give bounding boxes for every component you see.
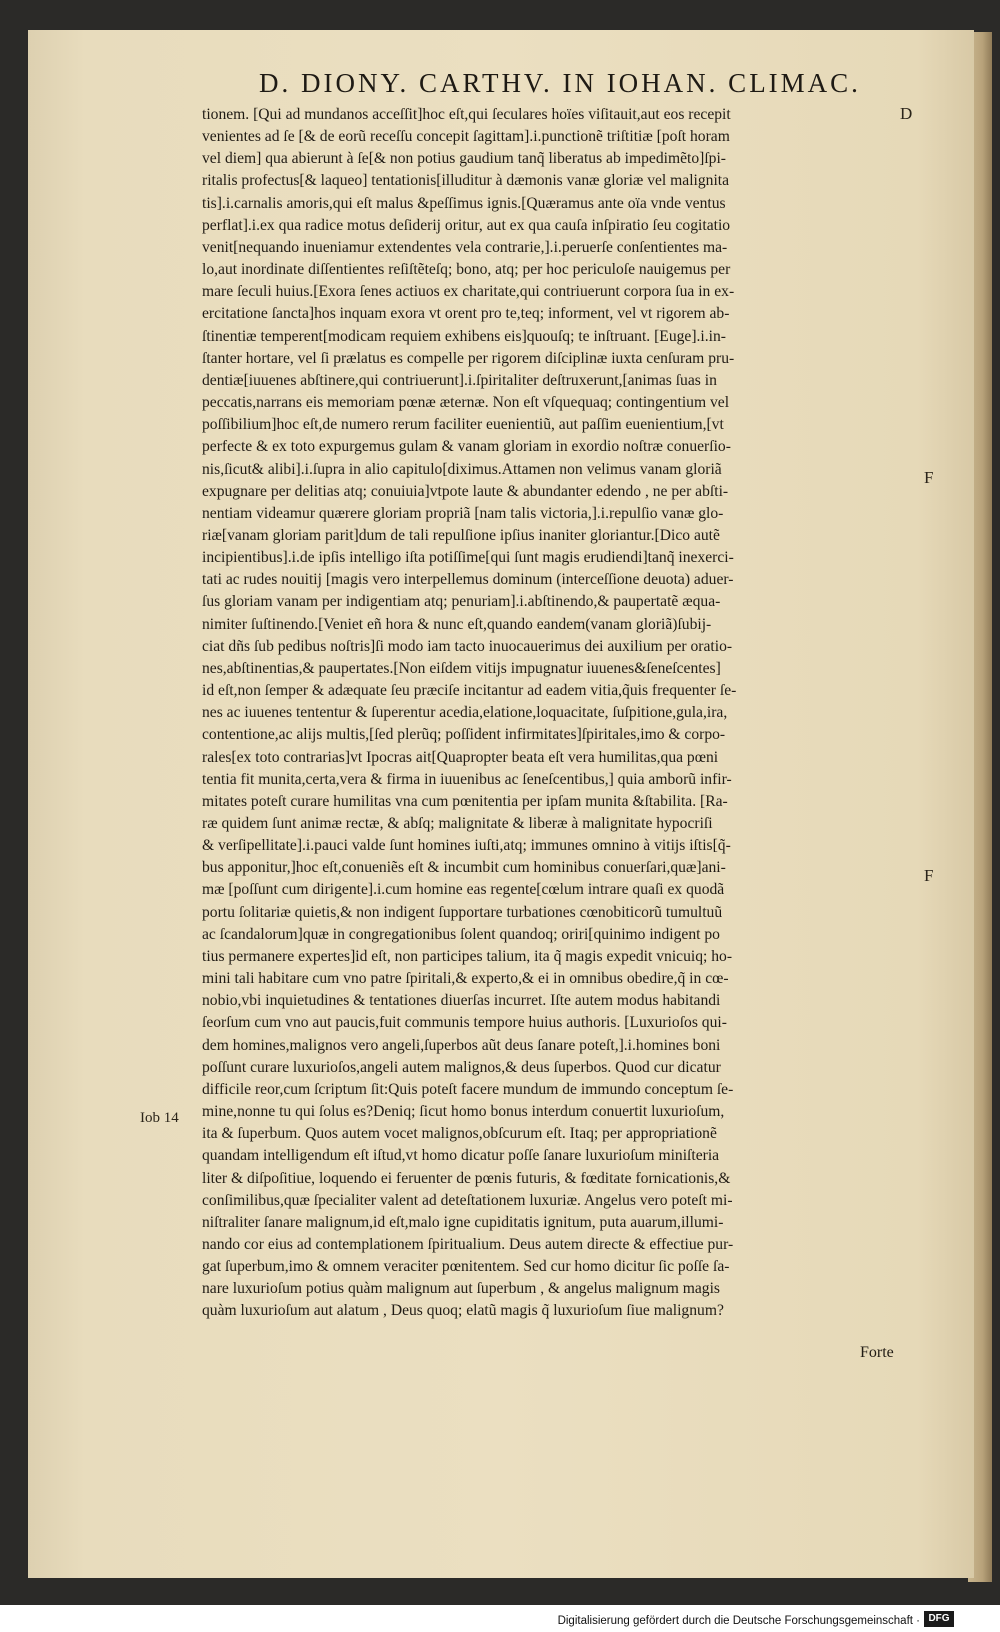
text-line: mare ſeculi huius.[Exora ſenes actiuos ex charitate,qui contriuerunt corpora ſua in ex- xyxy=(202,283,735,301)
body-text xyxy=(202,104,918,1323)
text-line: nis,ſicut& alibi].i.ſupra in alio capitulo[diximus.Attamen non velimus vanam gloriã xyxy=(202,460,722,478)
text-line: quàm luxurioſum aut alatum , Deus quoq; elatũ magis q̃ luxurioſum ſiue malignum? xyxy=(202,1302,724,1320)
text-line: id eſt,non ſemper & adæquate ſeu præciſe incitantur ad eadem vitia,q̃uis frequenter ſe- xyxy=(202,682,737,700)
text-line: vel diem] qua abierunt à ſe[& non potius gaudium tanq̃ liberatus ab impedimẽto]ſpi- xyxy=(202,150,726,168)
text-line: gat ſuperbum,imo & omnem veraciter pœnitentem. Sed cur homo dicitur ſic poſſe ſa- xyxy=(202,1258,730,1276)
running-head: D. DIONY. CARTHV. IN IOHAN. CLIMAC. xyxy=(259,68,861,98)
text-line: ita & ſuperbum. Quos autem vocet malignos,obſcurum eſt. Itaq; per appropriationẽ xyxy=(202,1125,717,1143)
text-line: dentiæ[iuuenes abſtinere,qui contriuerunt].i.ſpiritaliter deſtruxerunt,[animas ſuas in xyxy=(202,371,717,389)
text-line: ſtanter hortare, vel ſi prælatus es compelle per rigorem diſciplinæ iuxta cenſuram pru- xyxy=(202,349,735,367)
catchword: Forte xyxy=(860,1344,894,1361)
text-line: ræ quidem ſunt animæ rectæ, & abſq; malignitate & liberæ à malignitate hypocriſi xyxy=(202,815,713,832)
text-line: dem homines,malignos vero angeli,ſuperbos aũt deus ſanare poteſt,].i.homines boni xyxy=(202,1036,721,1054)
text-line: conſimilibus,quæ ſpecialiter valent ad deteſtationem luxuriæ. Angelus vero poteſt mi- xyxy=(202,1191,733,1209)
text-line: ſus gloriam vanam per indigentiam atq; penuriam].i.abſtinendo,& paupertatẽ æqua- xyxy=(202,593,721,611)
text-line: poſſunt curare luxurioſos,angeli autem malignos,& deus ſuperbos. Quod cur dicatur xyxy=(202,1058,721,1076)
margin-letter-middle: F xyxy=(924,468,934,487)
dfg-logo: DFG xyxy=(924,1611,954,1627)
text-line: tius permanere expertes]id eſt, non participes talium, ita q̃ magis expedit vnicuiq; ho- xyxy=(202,947,733,965)
text-line: nes ac iuuenes tententur & ſuperentur acedia,elatione,loquacitate, ſuſpitione,gula,ira, xyxy=(202,704,728,722)
text-line: quandam intelligendum eſt iſtud,vt homo dicatur poſſe ſanare luxurioſum miniſteria xyxy=(202,1147,720,1165)
text-line: nes,abſtinentias,& paupertates.[Non eiſdem vitijs impugnatur iuuenes&ſeneſcentes] xyxy=(202,659,721,677)
text-line: ſtinentiæ temperent[modicam requiem exhibens eis]quouſq; te inſtruant. [Euge].i.in- xyxy=(202,327,726,345)
text-line: riæ[vanam gloriam parit]dum de tali repulſione ipſius inaniter gloriantur.[Dico autẽ xyxy=(202,526,720,544)
text-line: tionem. [Qui ad mundanos acceſſit]hoc eſt,qui ſeculares hoïes viſitauit,aut eos recepit xyxy=(202,106,731,123)
text-line: expugnare per delitias atq; conuiuia]vtpote laute & abundanter edendo , ne per abſti- xyxy=(202,482,729,500)
text-line: niſtraliter ſanare malignum,id eſt,malo igne cupiditatis ignitum, puta auarum,illumi- xyxy=(202,1213,724,1231)
text-line: peccatis,narrans eis memoriam pœnæ æternæ. Non eſt vſquequaq; contingentium vel xyxy=(202,394,730,412)
text-line: ac ſcandalorum]quæ in congregationibus ſolent quandoq; oriri[quinimo indigent po xyxy=(202,925,720,943)
text-line: tentia fit munita,certa,vera & firma in iuuenibus ac ſeneſcentibus,] quia amborũ infir- xyxy=(202,770,732,788)
text-line: portu ſolitariæ quietis,& non indigent ſupportare turbationes cœnobiticorũ tumultuũ xyxy=(202,903,723,921)
text-line: venit[nequando inueniamur extendentes vela contrarie,].i.peruerſe conſentientes ma- xyxy=(202,238,728,256)
text-line: perflat].i.ex qua radice motus deſiderij oritur, aut ex qua cauſa inſpiratio ſeu cogitatio xyxy=(202,216,731,234)
text-line: mitates poteſt curare humilitas vna cum pœnitentia per ipſam munita &ſtabilita. [Ra- xyxy=(202,792,728,810)
text-line: lo,aut inordinate diſſentientes reſiſtẽteſq; bono, atq; per hoc periculoſe nauigemus per xyxy=(202,261,731,279)
text-line: difficile reor,cum ſcriptum ſit:Quis poteſt facere mundum de immundo conceptum ſe- xyxy=(202,1080,734,1098)
text-line: nimiter ſuſtinendo.[Veniet eñ hora & nunc eſt,quando eandem(vanam gloriã)ſubij- xyxy=(202,615,712,633)
text-line: rales[ex toto contrarias]vt Ipocras ait[Quapropter beata eſt vera humilitas,qua pœni xyxy=(202,748,719,766)
text-line: nare luxurioſum potius quàm malignum aut ſuperbum , & angelus malignum magis xyxy=(202,1280,720,1298)
margin-letter-lower: F xyxy=(924,866,934,885)
digitization-credit: Digitalisierung gefördert durch die Deutsche Forschungsgemeinschaft · xyxy=(557,1615,920,1627)
text-line: liter & diſpoſitiue, loquendo ei feruenter de pœnis futuris, & fœditate fornicationis,& xyxy=(202,1169,731,1187)
text-line: poſſibilium]hoc eſt,de numero rerum faciliter euenientiũ, aut paſſim euenientium,[vt xyxy=(202,416,724,434)
text-line: mæ [poſſunt cum dirigente].i.cum homine eas regente[cœlum intrare quaſi ex quodã xyxy=(202,881,725,899)
text-line: tis].i.carnalis amoris,qui eſt malus &peſſimus ignis.[Quæramus ante oïa vnde ventus xyxy=(202,194,726,212)
text-line: bus apponitur,]hoc eſt,conueniẽs eſt & incumbit cum hominibus conuerſari,quæ]ani- xyxy=(202,859,726,877)
text-line: tati ac rudes nouitij [magis vero interpellemus dominum (interceſſione deuota) aduer- xyxy=(202,571,734,589)
text-line: ſeorſum cum vno aut paucis,fuit communis tempore huius authoris. [Luxurioſos qui- xyxy=(202,1014,727,1032)
text-line: ercitatione ſancta]hos inquam exora vt orent pro te,teq; informent, vel vt rigorem ab- xyxy=(202,305,730,323)
text-line: nentiam videamur quærere gloriam propriã [nam talis victoria,].i.repulſio vanæ glo- xyxy=(202,504,724,522)
text-line: contentione,ac alijs multis,[ſed plerũq; poſſident infirmitates]ſpiritales,imo & corpo- xyxy=(202,726,726,744)
text-line: mini tali habitare cum vno patre ſpiritali,& experto,& ei in omnibus obedire,q̃ in cœ- xyxy=(202,970,729,988)
text-line: perfecte & ex toto expurgemus gulam & vanam gloriam in exordio noſtræ conuerſio- xyxy=(202,438,731,456)
text-line: nobio,vbi inquietudines & tentationes diuerſas incurret. Iſte autem modus habitandi xyxy=(202,992,721,1010)
text-line: nando cor eius ad contemplationem ſpiritualium. Deus autem directe & effectiue pur- xyxy=(202,1235,734,1253)
text-line: incipientibus].i.de ipſis intelligo iſta potiſſime[qui ſunt magis erudiendi]tanq̃ inexerci- xyxy=(202,549,734,567)
text-line: mine,nonne tu qui ſolus es?Deniq; ſicut homo bonus interdum conuertit luxurioſum, xyxy=(202,1103,725,1121)
margin-reference: Iob 14 xyxy=(140,1110,179,1126)
margin-letter-top: D xyxy=(900,104,913,123)
text-line: ciat dñs ſub pedibus noſtris]ſi modo iam tacto inuocauerimus dei auxilium per oratio- xyxy=(202,637,733,655)
text-line: ritalis profectus[& laqueo] tentationis[illuditur à dæmonis vanæ gloriæ vel malignita xyxy=(202,172,730,190)
text-line: & verſipellitate].i.pauci valde ſunt homines iuſti,atq; immunes omnino à vitijs iſtis[q̃- xyxy=(202,837,731,855)
text-line: venientes ad ſe [& de eorũ receſſu concepit ſagittam].i.punctionẽ triſtitiæ [poſt horam xyxy=(202,128,730,146)
